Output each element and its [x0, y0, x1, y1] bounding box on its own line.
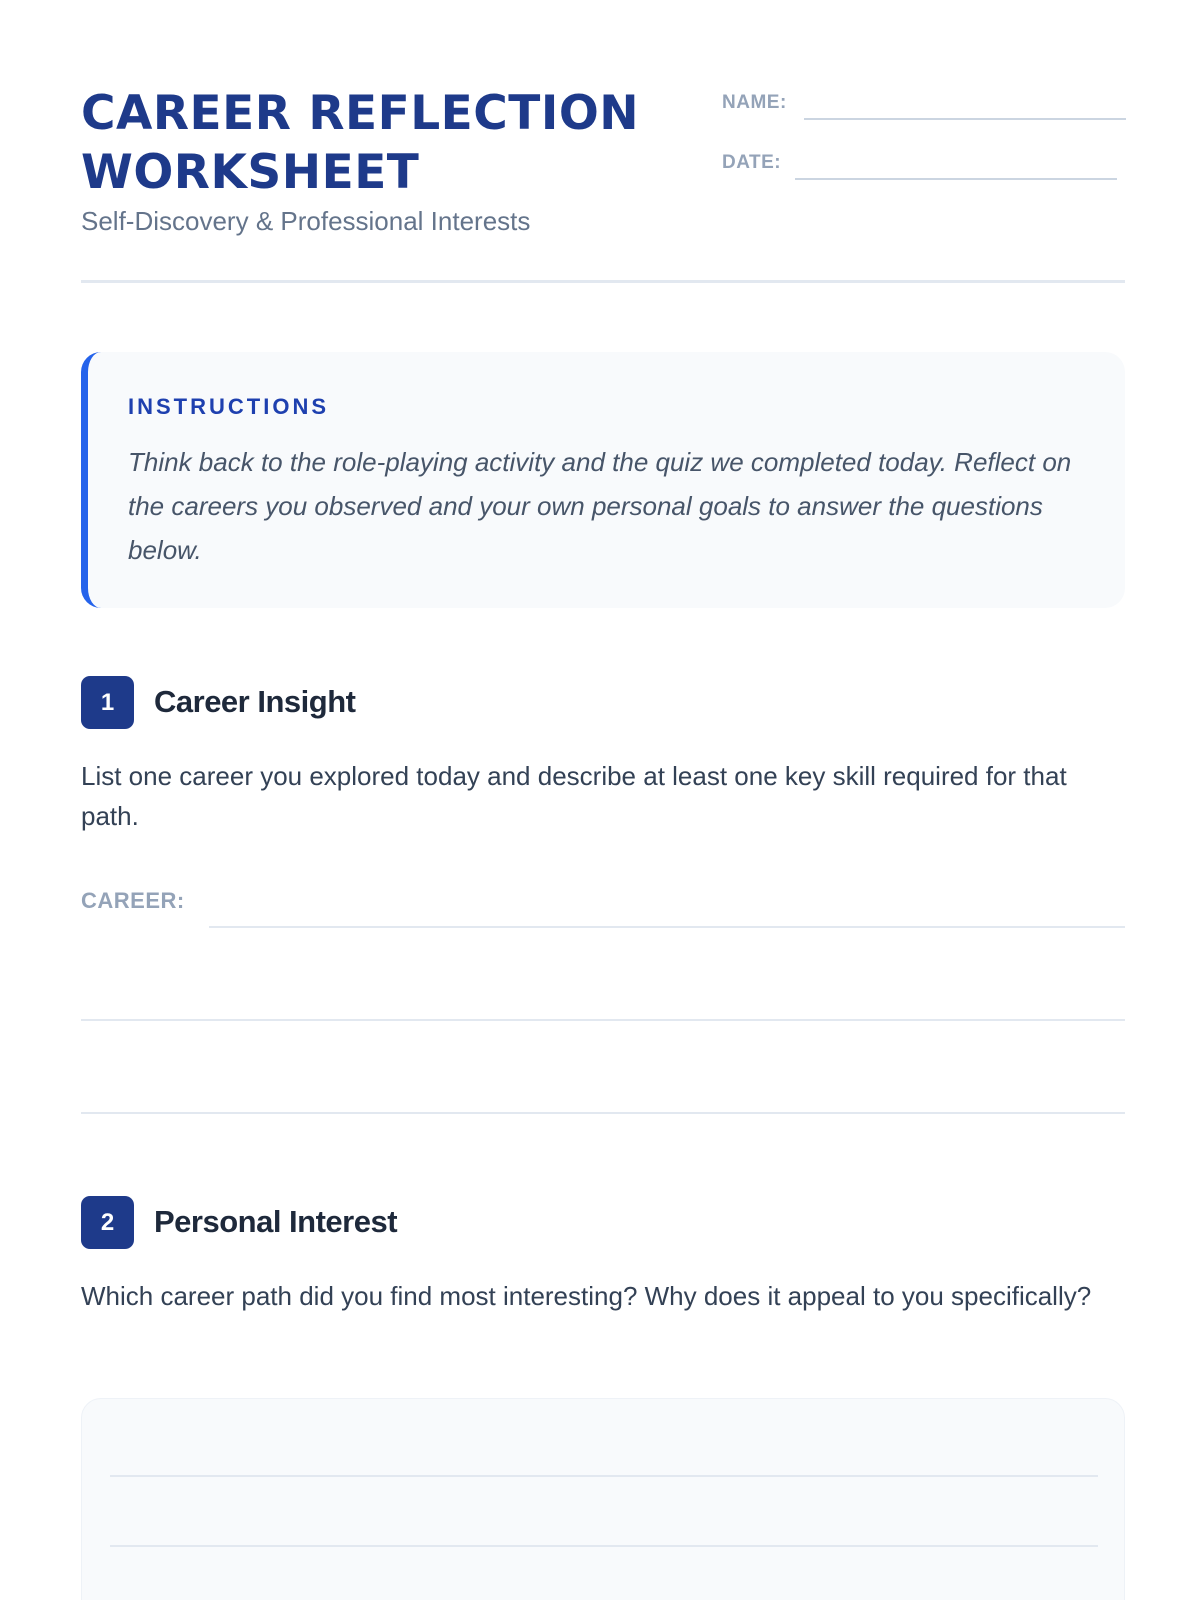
answer-line[interactable] [81, 1112, 1125, 1114]
answer-line[interactable] [81, 1019, 1125, 1021]
career-input-line[interactable] [209, 926, 1125, 928]
page-title: CAREER REFLECTION WORKSHEET [81, 86, 640, 200]
section-2-title: Personal Interest [154, 1204, 398, 1239]
worksheet-page [81, 0, 1125, 1600]
name-label: NAME: [722, 92, 787, 113]
section-1-header [81, 676, 581, 730]
header-divider [81, 280, 1125, 283]
section-2-answer-box[interactable] [81, 1398, 1125, 1600]
section-1-question: List one career you explored today and describe at least one key skill required for that path. [81, 761, 1067, 831]
section-2-header [81, 1196, 581, 1250]
name-field-row [722, 80, 1126, 120]
instructions-text: Think back to the role-playing activity and the quiz we completed today. Reflect on the careers you observed and your own personal goals to answer the questions below. [128, 447, 1072, 565]
instructions-panel [81, 352, 1125, 608]
section-2-question: Which career path did you find most interesting? Why does it appeal to you specifically? [81, 1281, 1092, 1311]
name-input-line[interactable] [804, 118, 1126, 120]
section-1-title: Career Insight [154, 684, 356, 719]
career-label: CAREER: [81, 888, 185, 913]
answer-line[interactable] [110, 1545, 1098, 1547]
answer-line[interactable] [110, 1475, 1098, 1477]
date-label: DATE: [722, 152, 782, 173]
date-field-row [722, 140, 1126, 180]
page-subtitle: Self-Discovery & Professional Interests [81, 206, 531, 236]
section-2-number-badge: 2 [81, 1196, 134, 1249]
date-input-line[interactable] [795, 178, 1117, 180]
instructions-heading: INSTRUCTIONS [128, 394, 329, 419]
section-1-number-badge: 1 [81, 676, 134, 729]
